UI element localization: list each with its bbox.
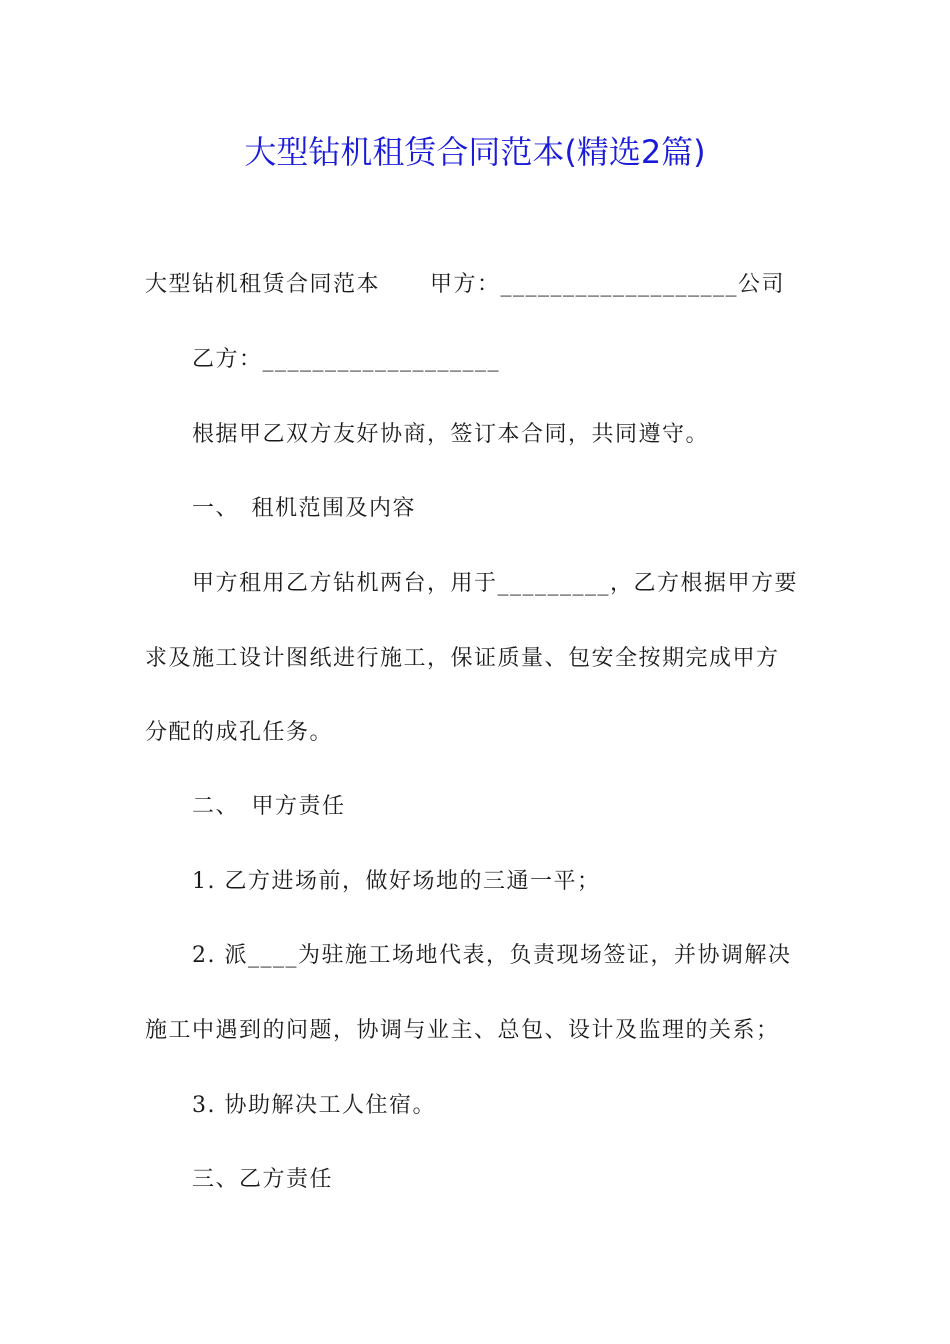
- paragraph-line: 甲方租用乙方钻机两台，用于_________，乙方根据甲方要: [192, 571, 799, 596]
- section-heading-3: 三、乙方责任: [192, 1167, 334, 1192]
- paragraph-line: 分配的成孔任务。: [145, 720, 334, 745]
- list-item: 2. 派____为驻施工场地代表，负责现场签证，并协调解决: [192, 943, 792, 968]
- document-title: 大型钻机租赁合同范本(精选2篇): [244, 133, 706, 171]
- contract-header-line: [145, 270, 785, 300]
- paragraph-line: 施工中遇到的问题，协调与业主、总包、设计及监理的关系；: [145, 1018, 780, 1043]
- preamble-paragraph: 根据甲乙双方友好协商，签订本合同，共同遵守。: [192, 422, 710, 447]
- section-heading-2: 二、 甲方责任: [192, 794, 346, 819]
- party-b-field: 乙方：___________________: [192, 347, 501, 372]
- party-a-field: 甲方：___________________公司: [430, 272, 786, 297]
- section-heading-1: 一、 租机范围及内容: [192, 496, 417, 521]
- contract-name: 大型钻机租赁合同范本: [145, 272, 381, 297]
- list-item: 3. 协助解决工人住宿。: [192, 1093, 436, 1118]
- paragraph-line: 求及施工设计图纸进行施工，保证质量、包安全按期完成甲方: [145, 646, 780, 671]
- list-item: 1. 乙方进场前，做好场地的三通一平；: [192, 869, 601, 894]
